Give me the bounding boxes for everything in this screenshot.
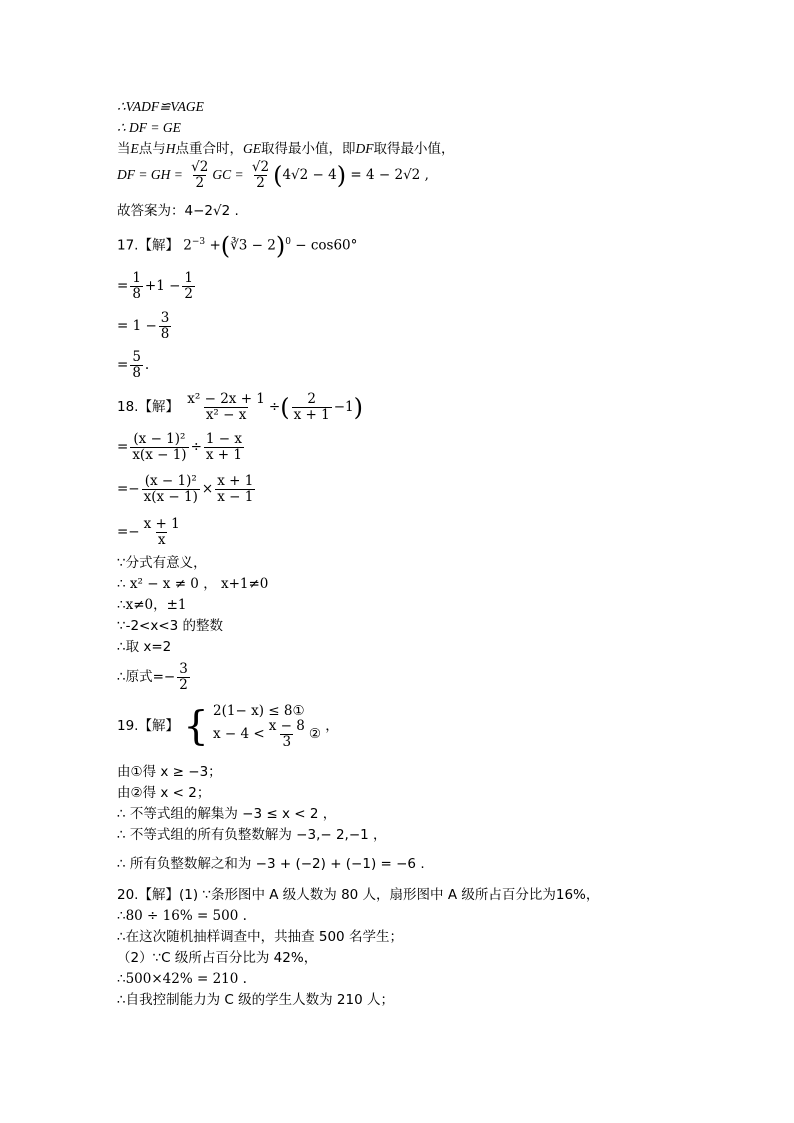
numerator: √2 bbox=[251, 159, 270, 175]
denominator: x(x − 1) bbox=[143, 488, 198, 505]
expr: DF = GH = bbox=[117, 166, 183, 182]
problem-20-part2: （2）∵C 级所占百分比为 42%， bbox=[117, 950, 318, 966]
text-seg: 点重合时， bbox=[175, 141, 243, 157]
problem-label: 17.【解】 bbox=[117, 237, 179, 254]
var-ge: GE bbox=[243, 141, 261, 156]
condition-line: ∵分式有意义， bbox=[117, 555, 207, 571]
denominator: x bbox=[157, 531, 166, 548]
inequality-1: 2(1− x) ≤ 8① bbox=[213, 703, 305, 719]
step-17-2 bbox=[117, 311, 173, 342]
c-level-students: ∴自我控制能力为 C 级的学生人数为 210 人； bbox=[117, 992, 394, 1008]
numerator: √2 bbox=[191, 159, 209, 175]
denominator: x − 1 bbox=[217, 488, 254, 505]
calc-500: ∴80 ÷ 16% = 500 . bbox=[117, 908, 247, 924]
expr: x − 4 < bbox=[213, 726, 265, 743]
step-18-1 bbox=[117, 432, 246, 463]
expr: = 1 − bbox=[117, 317, 157, 334]
expr: ② bbox=[308, 726, 321, 743]
problem-18 bbox=[117, 392, 363, 423]
problem-17 bbox=[117, 234, 357, 258]
fraction bbox=[177, 662, 190, 693]
text-seg: 点与 bbox=[138, 141, 166, 157]
numerator: 1 bbox=[132, 270, 141, 286]
expr: GC = bbox=[212, 166, 244, 182]
var-h: H bbox=[165, 141, 176, 156]
brace: { bbox=[183, 703, 209, 750]
expr: =− bbox=[117, 480, 140, 497]
expr: ∛3 − 2 bbox=[230, 237, 276, 254]
var-df: DF bbox=[355, 141, 374, 156]
numerator: 3 bbox=[160, 310, 170, 326]
numerator: 3 bbox=[179, 661, 188, 677]
fraction bbox=[267, 719, 307, 750]
integer-range: ∵-2<x<3 的整数 bbox=[117, 618, 224, 634]
expr: −1 bbox=[333, 398, 354, 415]
numerator: x − 8 bbox=[268, 718, 305, 735]
problem-label: 18.【解】 bbox=[117, 398, 179, 415]
denominator: 8 bbox=[160, 325, 170, 342]
paren: ) bbox=[353, 393, 363, 422]
numerator: x² − 2x + 1 bbox=[187, 391, 265, 407]
expr: =− bbox=[117, 523, 140, 540]
numerator: (x − 1)² bbox=[133, 431, 186, 447]
exponent: 0 bbox=[285, 237, 291, 247]
result-18 bbox=[117, 662, 192, 693]
solve-ineq-1: 由①得 x ≥ −3； bbox=[117, 764, 222, 780]
denominator: 2 bbox=[184, 285, 194, 302]
expr: + bbox=[209, 237, 221, 254]
exponent: −3 bbox=[191, 237, 206, 247]
denominator: x + 1 bbox=[293, 406, 330, 423]
denominator: 8 bbox=[132, 285, 141, 302]
paren: ( bbox=[273, 161, 283, 190]
expr: = bbox=[117, 438, 129, 455]
fraction bbox=[189, 160, 210, 191]
var-e: E bbox=[130, 141, 139, 156]
numerator: 2 bbox=[307, 391, 316, 407]
expr: ， bbox=[325, 717, 339, 734]
problem-20-part1: 20.【解】(1) ∵条形图中 A 级人数为 80 人，扇形图中 A 级所占百分比为16%， bbox=[117, 887, 600, 903]
fraction bbox=[142, 474, 200, 505]
expr: 2 bbox=[183, 237, 192, 254]
expr: = bbox=[117, 356, 129, 373]
calc-210: ∴500×42% = 210 . bbox=[117, 971, 247, 987]
numerator: x + 1 bbox=[217, 473, 254, 489]
numerator: 5 bbox=[132, 349, 141, 365]
paren: ) bbox=[275, 232, 286, 260]
inequality-2 bbox=[213, 719, 321, 750]
paren: ) bbox=[336, 161, 347, 190]
total-students: ∴在这次随机抽样调查中，共抽查 500 名学生； bbox=[117, 929, 403, 945]
numerator: 1 bbox=[184, 270, 194, 286]
problem-19 bbox=[117, 703, 339, 750]
excluded-values: ∴x≠0，±1 bbox=[117, 597, 187, 613]
expr: +1 − bbox=[144, 277, 181, 294]
paren: ( bbox=[280, 393, 290, 422]
expr: ÷ bbox=[190, 438, 202, 455]
denominator: x² − x bbox=[205, 406, 247, 423]
choose-x: ∴取 x=2 bbox=[117, 639, 172, 655]
fraction bbox=[204, 432, 244, 463]
step-18-3 bbox=[117, 517, 184, 548]
condition-ineq: ∴ x² − x ≠ 0 ， x+1≠0 bbox=[117, 576, 269, 592]
step-17-3 bbox=[117, 350, 149, 381]
fraction bbox=[130, 432, 188, 463]
fraction bbox=[182, 271, 195, 302]
fraction bbox=[142, 517, 182, 548]
text-seg: 取得最小值，即 bbox=[261, 141, 356, 157]
expr: × bbox=[201, 480, 214, 497]
sum-line: ∴ 所有负整数解之和为 −3 + (−2) + (−1) = −6 . bbox=[117, 856, 425, 872]
min-value-statement bbox=[117, 142, 455, 157]
inequality-system bbox=[213, 703, 321, 750]
fraction bbox=[130, 271, 143, 302]
negative-integers: ∴ 不等式组的所有负整数解为 −3,− 2,−1 ， bbox=[117, 827, 387, 843]
expr: . bbox=[144, 356, 150, 373]
text-seg: 取得最小值， bbox=[373, 141, 455, 157]
expr: ∴原式=− bbox=[117, 668, 176, 685]
problem-label: 19.【解】 bbox=[117, 717, 179, 734]
congruence-line: ∴VADF≌VAGE bbox=[117, 99, 204, 114]
denominator: 8 bbox=[132, 364, 141, 381]
numerator: 1 − x bbox=[205, 431, 242, 447]
denominator: 2 bbox=[179, 676, 188, 693]
answer-line: 故答案为：4−2√2 . bbox=[117, 203, 239, 219]
denominator: 2 bbox=[256, 174, 265, 191]
df-computation bbox=[117, 160, 429, 191]
df-equals-ge: ∴ DF = GE bbox=[117, 120, 181, 135]
expr: = 4 − 2√2 , bbox=[350, 166, 429, 183]
text-seg: 当 bbox=[117, 141, 131, 157]
fraction bbox=[159, 311, 172, 342]
step-17-1 bbox=[117, 271, 197, 302]
expr: = bbox=[117, 277, 129, 294]
solution-set: ∴ 不等式组的解集为 −3 ≤ x < 2 ， bbox=[117, 806, 337, 822]
paren: ( bbox=[220, 232, 231, 260]
numerator: x + 1 bbox=[143, 516, 180, 532]
denominator: 2 bbox=[195, 174, 205, 191]
expr: ÷ bbox=[268, 398, 281, 415]
fraction bbox=[250, 160, 271, 191]
denominator: x + 1 bbox=[205, 446, 242, 463]
numerator: (x − 1)² bbox=[144, 473, 197, 489]
expr: 4√2 − 4 bbox=[282, 166, 337, 183]
step-18-2 bbox=[117, 474, 257, 505]
fraction bbox=[185, 392, 267, 423]
fraction bbox=[215, 474, 255, 505]
expr: − cos60° bbox=[295, 237, 358, 254]
denominator: x(x − 1) bbox=[132, 446, 187, 463]
fraction bbox=[292, 392, 332, 423]
fraction bbox=[130, 350, 143, 381]
solve-ineq-2: 由②得 x < 2； bbox=[117, 785, 211, 801]
denominator: 3 bbox=[282, 734, 292, 751]
